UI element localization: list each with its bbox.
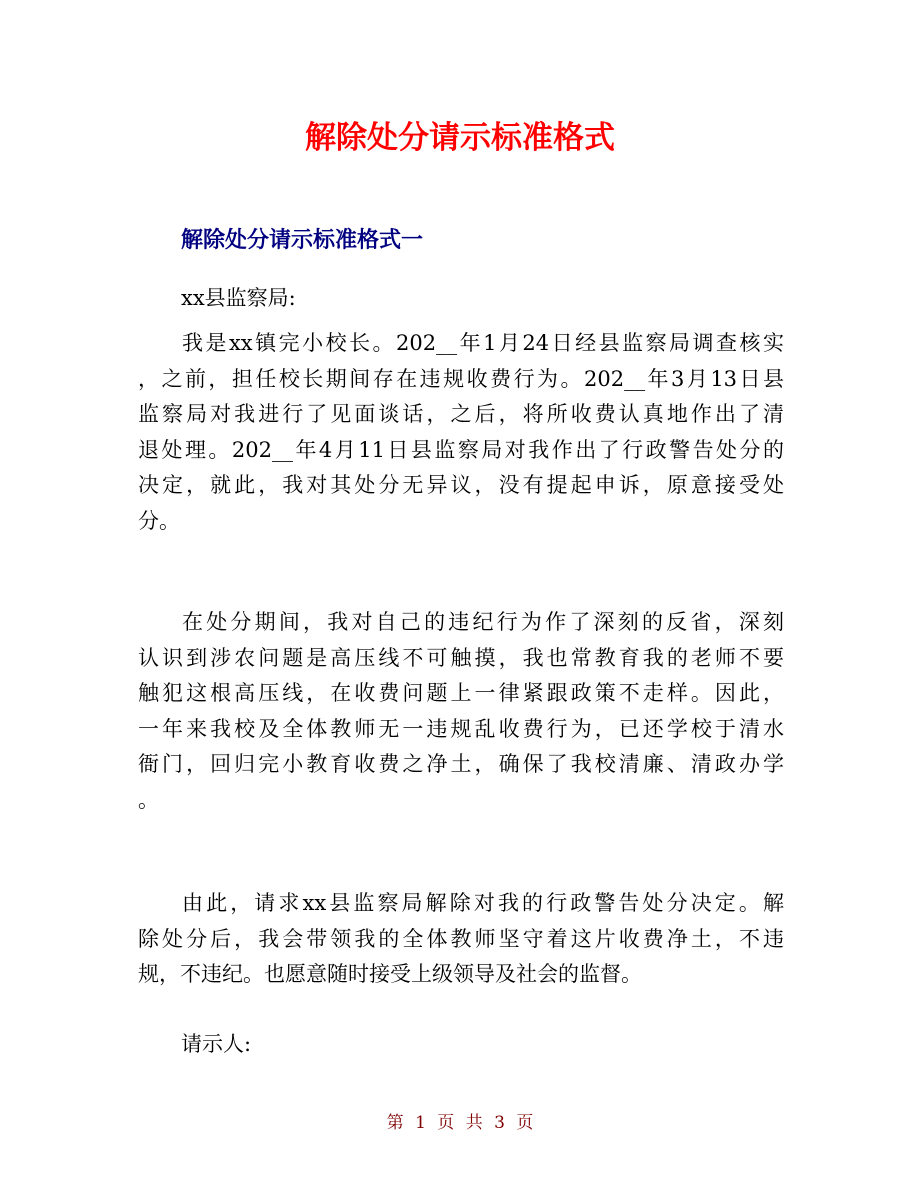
section-heading: 解除处分请示标准格式一 xyxy=(181,228,424,253)
salutation: xx县监察局: xyxy=(181,286,296,310)
paragraph-1-line: 监察局对我进行了见面谈话，之后，将所收费认真地作出了清 xyxy=(138,402,784,426)
paragraph-2-line: 在处分期间，我对自己的违纪行为作了深刻的反省，深刻 xyxy=(182,610,784,634)
page-number-footer: 第 1 页 共 3 页 xyxy=(386,1113,534,1133)
paragraph-3 xyxy=(138,886,784,993)
paragraph-2-line: 触犯这根高压线，在收费问题上一律紧跟政策不走样。因此， xyxy=(138,681,784,705)
paragraph-1-line: 分。 xyxy=(138,508,180,533)
paragraph-1 xyxy=(138,326,784,539)
signer-label: 请示人: xyxy=(181,1032,252,1056)
paragraph-2-line: 。 xyxy=(138,787,159,812)
paragraph-3-line: 除处分后，我会带领我的全体教师坚守着这片收费净土，不违 xyxy=(138,926,784,951)
paragraph-2-line: 衙门，回归完小教育收费之净土，确保了我校清廉、清政办学 xyxy=(138,752,784,776)
paragraph-3-line: 由此，请求xx县监察局解除对我的行政警告处分决定。解 xyxy=(182,891,784,915)
paragraph-2-line: 一年来我校及全体教师无一违规乱收费行为，已还学校于清水 xyxy=(138,716,784,741)
paragraph-1-line: ，之前，担任校长期间存在违规收费行为。202__年3月13日县 xyxy=(138,366,784,391)
document-title: 解除处分请示标准格式 xyxy=(305,120,615,156)
paragraph-2-line: 认识到涉农问题是高压线不可触摸，我也常教育我的老师不要 xyxy=(138,645,784,670)
paragraph-3-line: 规，不违纪。也愿意随时接受上级领导及社会的监督。 xyxy=(138,962,642,986)
paragraph-2 xyxy=(138,605,784,818)
paragraph-1-line: 决定，就此，我对其处分无异议，没有提起申诉，原意接受处 xyxy=(138,473,784,497)
paragraph-1-line: 我是xx镇完小校长。202__年1月24日经县监察局调查核实 xyxy=(182,331,784,355)
paragraph-1-line: 退处理。202__年4月11日县监察局对我作出了行政警告处分的 xyxy=(138,437,784,462)
